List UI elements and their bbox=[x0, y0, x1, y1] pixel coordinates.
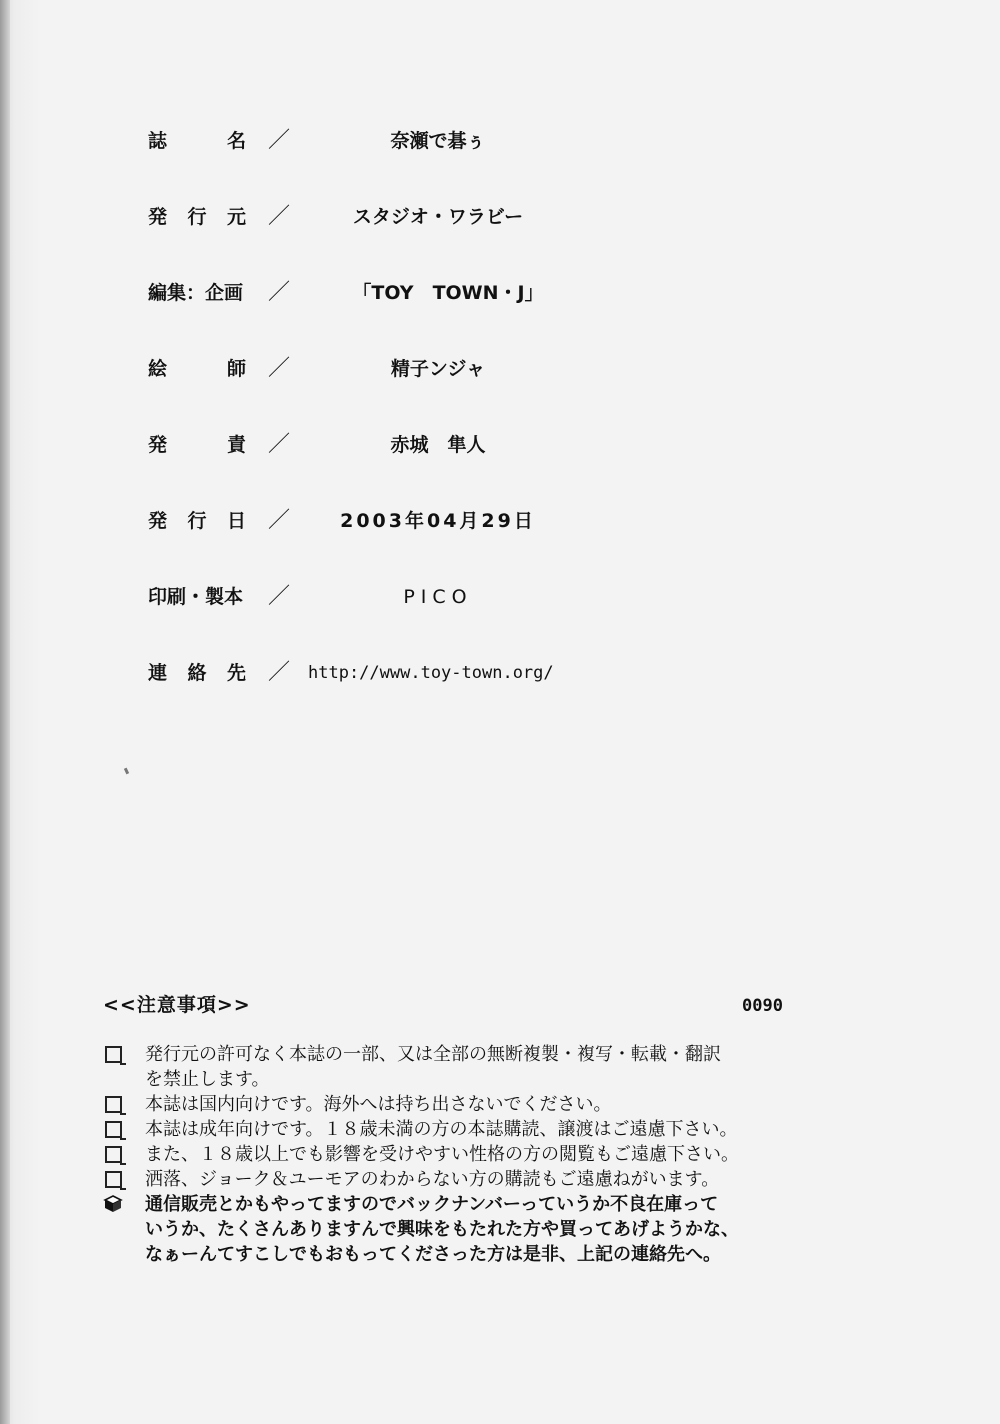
colophon-row-contact bbox=[148, 656, 848, 690]
list-item bbox=[103, 1192, 803, 1267]
note-line: いうか、たくさんありますんで興味をもたれた方や買ってあげようかな、 bbox=[145, 1219, 739, 1240]
notes-heading: <<注意事項>> bbox=[103, 994, 251, 1016]
list-item bbox=[103, 1142, 803, 1167]
page-edge-shadow bbox=[0, 0, 10, 1424]
checkbox-icon bbox=[105, 1046, 122, 1063]
note-line: 本誌は成年向けです。１８歳未満の方の本誌購読、譲渡はご遠慮下さい。 bbox=[145, 1119, 738, 1140]
colophon-value: 精子ンジャ bbox=[390, 358, 486, 380]
list-item bbox=[103, 1117, 803, 1142]
colophon-value: 奈瀬で碁ぅ bbox=[390, 130, 486, 152]
checkbox-icon bbox=[105, 1171, 122, 1188]
notes-list bbox=[103, 1042, 803, 1267]
colophon-label: 発行元 bbox=[148, 206, 248, 228]
colophon-value: 2003年04月29日 bbox=[340, 510, 536, 532]
colophon-value: PICO bbox=[403, 586, 473, 608]
note-line: 本誌は国内向けです。海外へは持ち出さないでください。 bbox=[145, 1094, 612, 1115]
colophon-label: 印刷・製本 bbox=[148, 586, 244, 608]
note-line: 洒落、ジョーク＆ユーモアのわからない方の購読もご遠慮ねがいます。 bbox=[145, 1169, 720, 1190]
colophon-row-responsible bbox=[148, 428, 848, 462]
colophon-separator: ／ bbox=[268, 508, 291, 533]
colophon-label: 連絡先 bbox=[148, 662, 248, 684]
colophon-label: 発 責 bbox=[148, 434, 248, 456]
colophon-row-date bbox=[148, 504, 848, 538]
colophon-separator: ／ bbox=[268, 660, 291, 685]
colophon-value: 赤城 隼人 bbox=[390, 434, 486, 456]
colophon-row-publisher bbox=[148, 200, 848, 234]
ink-speck bbox=[124, 768, 129, 775]
note-line: 発行元の許可なく本誌の一部、又は全部の無断複製・複写・転載・翻訳 bbox=[145, 1044, 721, 1065]
colophon-separator: ／ bbox=[268, 432, 291, 457]
checkbox-icon bbox=[105, 1096, 122, 1113]
colophon-separator: ／ bbox=[268, 204, 291, 229]
note-line: なぁーんてすこしでもおもってくださった方は是非、上記の連絡先へ。 bbox=[145, 1244, 721, 1265]
colophon-value: 「TOY TOWN・J」 bbox=[352, 282, 544, 304]
note-line: を禁止します。 bbox=[145, 1069, 270, 1090]
list-item bbox=[103, 1042, 803, 1092]
colophon-row-title bbox=[148, 124, 848, 158]
colophon-separator: ／ bbox=[268, 280, 291, 305]
checkbox-icon bbox=[105, 1146, 122, 1163]
colophon-label: 絵 師 bbox=[148, 358, 248, 380]
list-item bbox=[103, 1092, 803, 1117]
colophon-value: スタジオ・ワラビー bbox=[352, 206, 524, 228]
colophon-label: 誌 名 bbox=[148, 130, 248, 152]
contact-url-link[interactable]: http://www.toy-town.org/ bbox=[308, 663, 554, 683]
list-item bbox=[103, 1167, 803, 1192]
colophon-separator: ／ bbox=[268, 356, 291, 381]
colophon-separator: ／ bbox=[268, 128, 291, 153]
colophon-row-editing bbox=[148, 276, 848, 310]
cube-icon bbox=[103, 1194, 123, 1214]
colophon-label: 発行日 bbox=[148, 510, 248, 532]
page-number: 0090 bbox=[742, 996, 783, 1016]
note-line: 通信販売とかもやってますのでバックナンバーっていうか不良在庫って bbox=[145, 1194, 719, 1215]
note-line: また、１８歳以上でも影響を受けやすい性格の方の閲覧もご遠慮下さい。 bbox=[145, 1144, 739, 1165]
checkbox-icon bbox=[105, 1121, 122, 1138]
colophon-row-artist bbox=[148, 352, 848, 386]
colophon-label: 編集：企画 bbox=[148, 282, 244, 304]
colophon-row-printer bbox=[148, 580, 848, 614]
colophon-separator: ／ bbox=[268, 584, 291, 609]
